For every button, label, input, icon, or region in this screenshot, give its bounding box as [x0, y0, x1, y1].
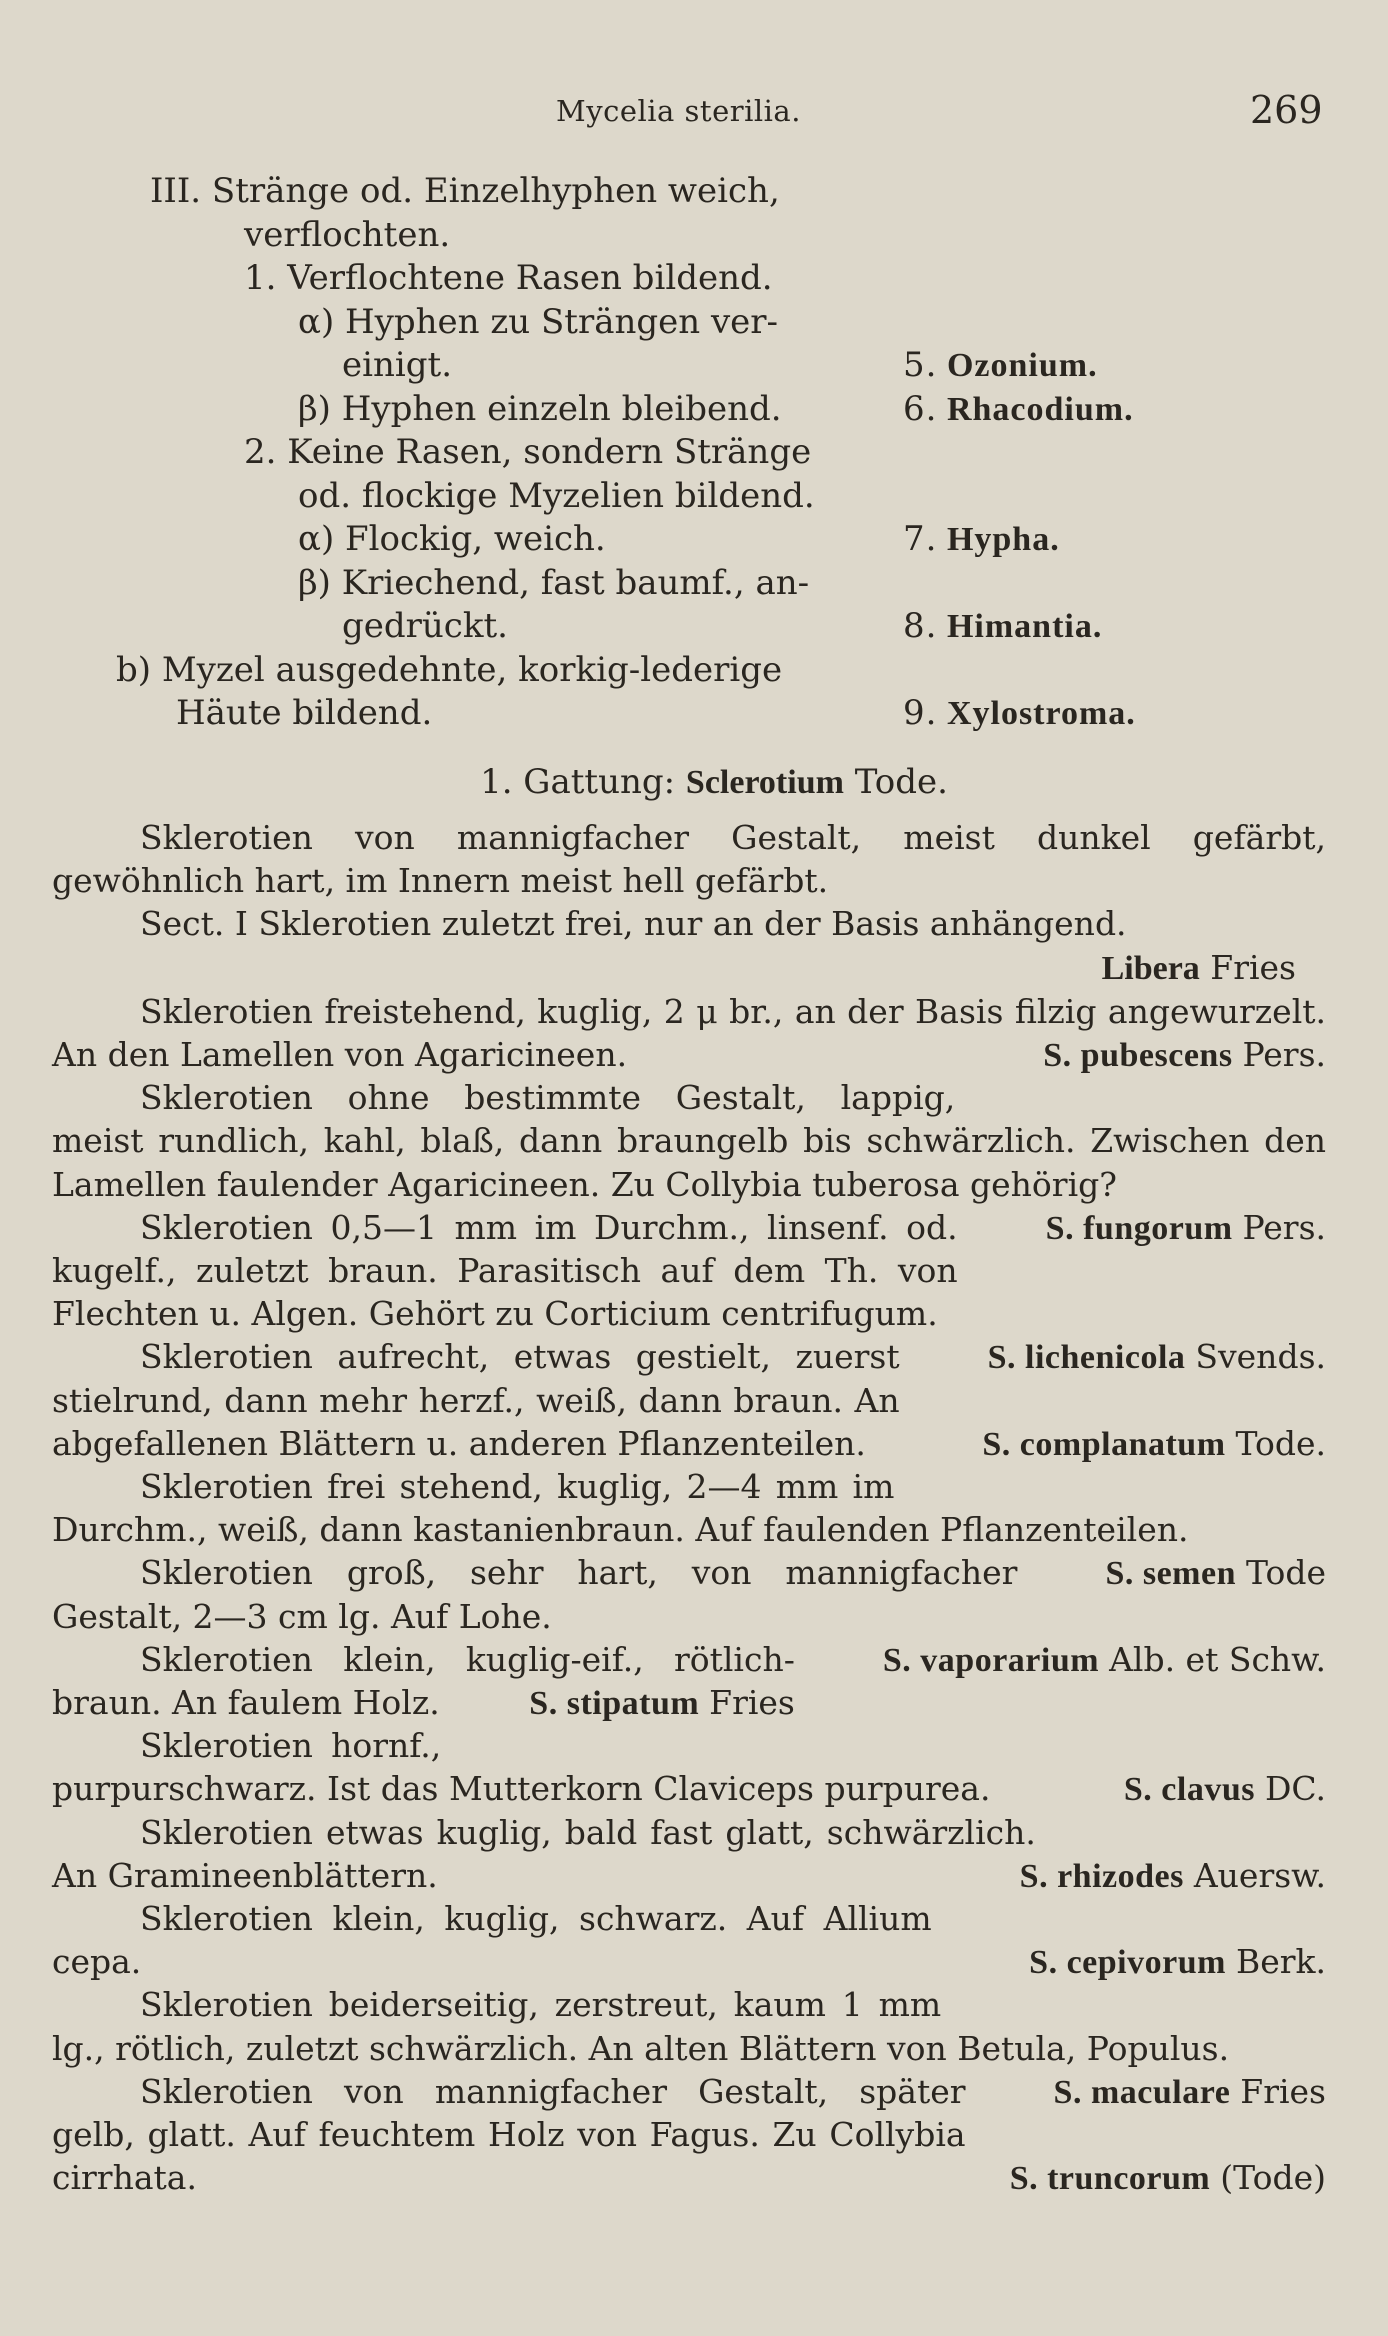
key-text: od. flockige Myzelien bildend. [298, 475, 815, 516]
key-text: gedrückt. [342, 606, 508, 646]
key-row [0, 562, 1388, 606]
section-name-line [52, 946, 1326, 990]
key-text: Häute bildend. [176, 693, 433, 733]
species-entry [52, 1724, 1326, 1810]
key-text: 1. Verflochtene Rasen bildend. [244, 258, 773, 298]
species-entry [52, 1983, 1326, 2111]
key-result-genus: Xylostroma. [946, 695, 1136, 732]
key-row [0, 170, 1388, 214]
key-row [0, 214, 1388, 258]
species-entry [52, 1897, 1326, 1983]
running-head [0, 88, 1388, 138]
species-author: Tode [1246, 1553, 1326, 1593]
species-entry [52, 1811, 1326, 1897]
species-author: Tode. [1235, 1423, 1326, 1463]
species-name: S. semen [1105, 1555, 1237, 1593]
species-description: Sklerotien etwas kuglig, bald fast glatt, schwärzlich. An Gramineenblättern. [52, 1812, 1036, 1895]
key-text: b) Myzel ausgedehnte, korkig-lederige [116, 649, 783, 690]
key-row [0, 388, 1388, 432]
key-result-number: 7. [903, 519, 938, 559]
key-text: α) Hyphen zu Strängen ver- [298, 301, 779, 342]
key-result-number: 5. [903, 345, 938, 385]
key-row [0, 301, 1388, 345]
species-author: Fries [709, 1683, 795, 1723]
key-result-genus: Hypha. [946, 521, 1060, 558]
species-name: S. stipatum [529, 1685, 700, 1723]
key-row [0, 475, 1388, 519]
species-name: S. clavus [1123, 1771, 1255, 1809]
species-author: Pers. [1242, 1207, 1326, 1247]
key-text: α) Flockig, weich. [298, 519, 606, 559]
running-title: Mycelia sterilia. [556, 94, 801, 128]
section-text: Sect. I Sklerotien zuletzt frei, nur an der Basis anhängend. [140, 904, 1127, 944]
key-result-number: 6. [903, 388, 938, 429]
genus-prefix: 1. Gattung: [480, 762, 676, 802]
genus-heading [0, 760, 1388, 805]
key-result-genus: Rhacodium. [946, 390, 1134, 428]
key-result-genus: Himantia. [946, 608, 1103, 645]
key-result [903, 605, 1102, 649]
species-entry [52, 1076, 1326, 1247]
species-author: Berk. [1235, 1942, 1326, 1982]
key-row [0, 605, 1388, 649]
key-text: verflochten. [244, 214, 451, 255]
species-author: Auersw. [1193, 1855, 1326, 1895]
species-name: S. lichenicola [987, 1339, 1186, 1377]
species-description: Sklerotien klein, kuglig, schwarz. Auf Allium cepa. [52, 1899, 932, 1982]
identification-key [0, 170, 1388, 736]
section-heading [52, 902, 1326, 945]
section-author: Fries [1210, 947, 1296, 987]
key-result-number: 9. [903, 693, 938, 733]
species-description: Sklerotien groß, sehr hart, von mannigfacher Gestalt, 2—3 cm lg. Auf Lohe. [52, 1553, 1018, 1636]
key-row [0, 649, 1388, 693]
genus-description: Sklerotien von mannigfacher Gestalt, meist dunkel gefärbt, gewöhnlich hart, im Innern meist hell gefärbt. [52, 818, 1326, 901]
key-result-genus: Ozonium. [946, 347, 1098, 384]
key-result-number: 8. [903, 606, 938, 646]
species-author: DC. [1264, 1769, 1326, 1809]
species-author: (Tode) [1220, 2158, 1326, 2198]
species-description: Sklerotien 0,5—1 mm im Durchm., linsenf. od. kugelf., zuletzt braun. Parasitisch auf dem Th. von Flechten u. Algen. Gehört zu Corticium centrifugum. [52, 1207, 958, 1334]
species-description: Sklerotien frei stehend, kuglig, 2—4 mm im Durchm., weiß, dann kastanienbraun. Auf faulenden Pflanzenteilen. [52, 1467, 1189, 1550]
species-author: Svends. [1195, 1337, 1326, 1377]
page-number: 269 [1250, 88, 1323, 132]
species-description: Sklerotien hornf., purpurschwarz. Ist das Mutterkorn Claviceps purpurea. [52, 1726, 991, 1809]
species-name: S. fungorum [1045, 1209, 1233, 1247]
key-text: β) Kriechend, fast baumf., an- [298, 562, 810, 603]
key-row [0, 518, 1388, 562]
key-result [903, 518, 1060, 562]
key-text: einigt. [342, 345, 453, 385]
species-description: Sklerotien freistehend, kuglig, 2 μ br., an der Basis filzig angewurzelt. An den Lamellen von Agaricineen. [52, 991, 1326, 1075]
key-text: III. Stränge od. Einzelhyphen weich, [150, 171, 780, 211]
species-entry [52, 990, 1326, 1076]
key-result [903, 344, 1098, 388]
species-name: S. maculare [1053, 2073, 1231, 2111]
species-name: S. complanatum [982, 1425, 1226, 1463]
species-name: S. cepivorum [1029, 1944, 1226, 1982]
species-entry [52, 1465, 1326, 1593]
species-author: Pers. [1242, 1035, 1326, 1075]
key-row [0, 692, 1388, 736]
key-result [903, 692, 1136, 736]
species-author: Alb. et Schw. [1109, 1639, 1326, 1679]
key-row [0, 431, 1388, 475]
species-name: S. pubescens [1043, 1037, 1233, 1075]
species-description: Sklerotien von mannigfacher Gestalt, später gelb, glatt. Auf feuchtem Holz von Fagus. Zu Collybia cirrhata. [52, 2071, 966, 2198]
species-description: Sklerotien klein, kuglig-eif., rötlich-braun. An faulem Holz. [52, 1639, 795, 1723]
species-name: S. truncorum [1009, 2160, 1211, 2198]
species-description: Sklerotien beiderseitig, zerstreut, kaum 1 mm lg., rötlich, zuletzt schwärzlich. An alten Blättern von Betula, Populus. [52, 1985, 1230, 2068]
species-name: S. vaporarium [882, 1641, 1100, 1679]
species-list [52, 816, 1326, 2201]
species-description: Sklerotien aufrecht, etwas gestielt, zuerst stielrund, dann mehr herzf., weiß, dann braun. An abgefallenen Blättern u. anderen Pflanzenteilen. [52, 1337, 900, 1463]
species-description: Sklerotien ohne bestimmte Gestalt, lappig, meist rundlich, kahl, blaß, dann braungelb bis schwärzlich. Zwischen den Lamellen faulender Agaricineen. Zu Collybia tuberosa gehörig? [52, 1078, 1326, 1204]
key-result [903, 388, 1134, 432]
species-name: S. rhizodes [1019, 1857, 1184, 1895]
key-row [0, 344, 1388, 388]
section-name: Libera [1101, 949, 1200, 987]
species-author: Fries [1240, 2071, 1326, 2111]
key-row [0, 257, 1388, 301]
key-text: β) Hyphen einzeln bleibend. [298, 388, 782, 429]
genus-author: Tode. [854, 762, 948, 802]
genus-name: Sclerotium [685, 764, 844, 801]
key-text: 2. Keine Rasen, sondern Stränge [244, 432, 812, 472]
